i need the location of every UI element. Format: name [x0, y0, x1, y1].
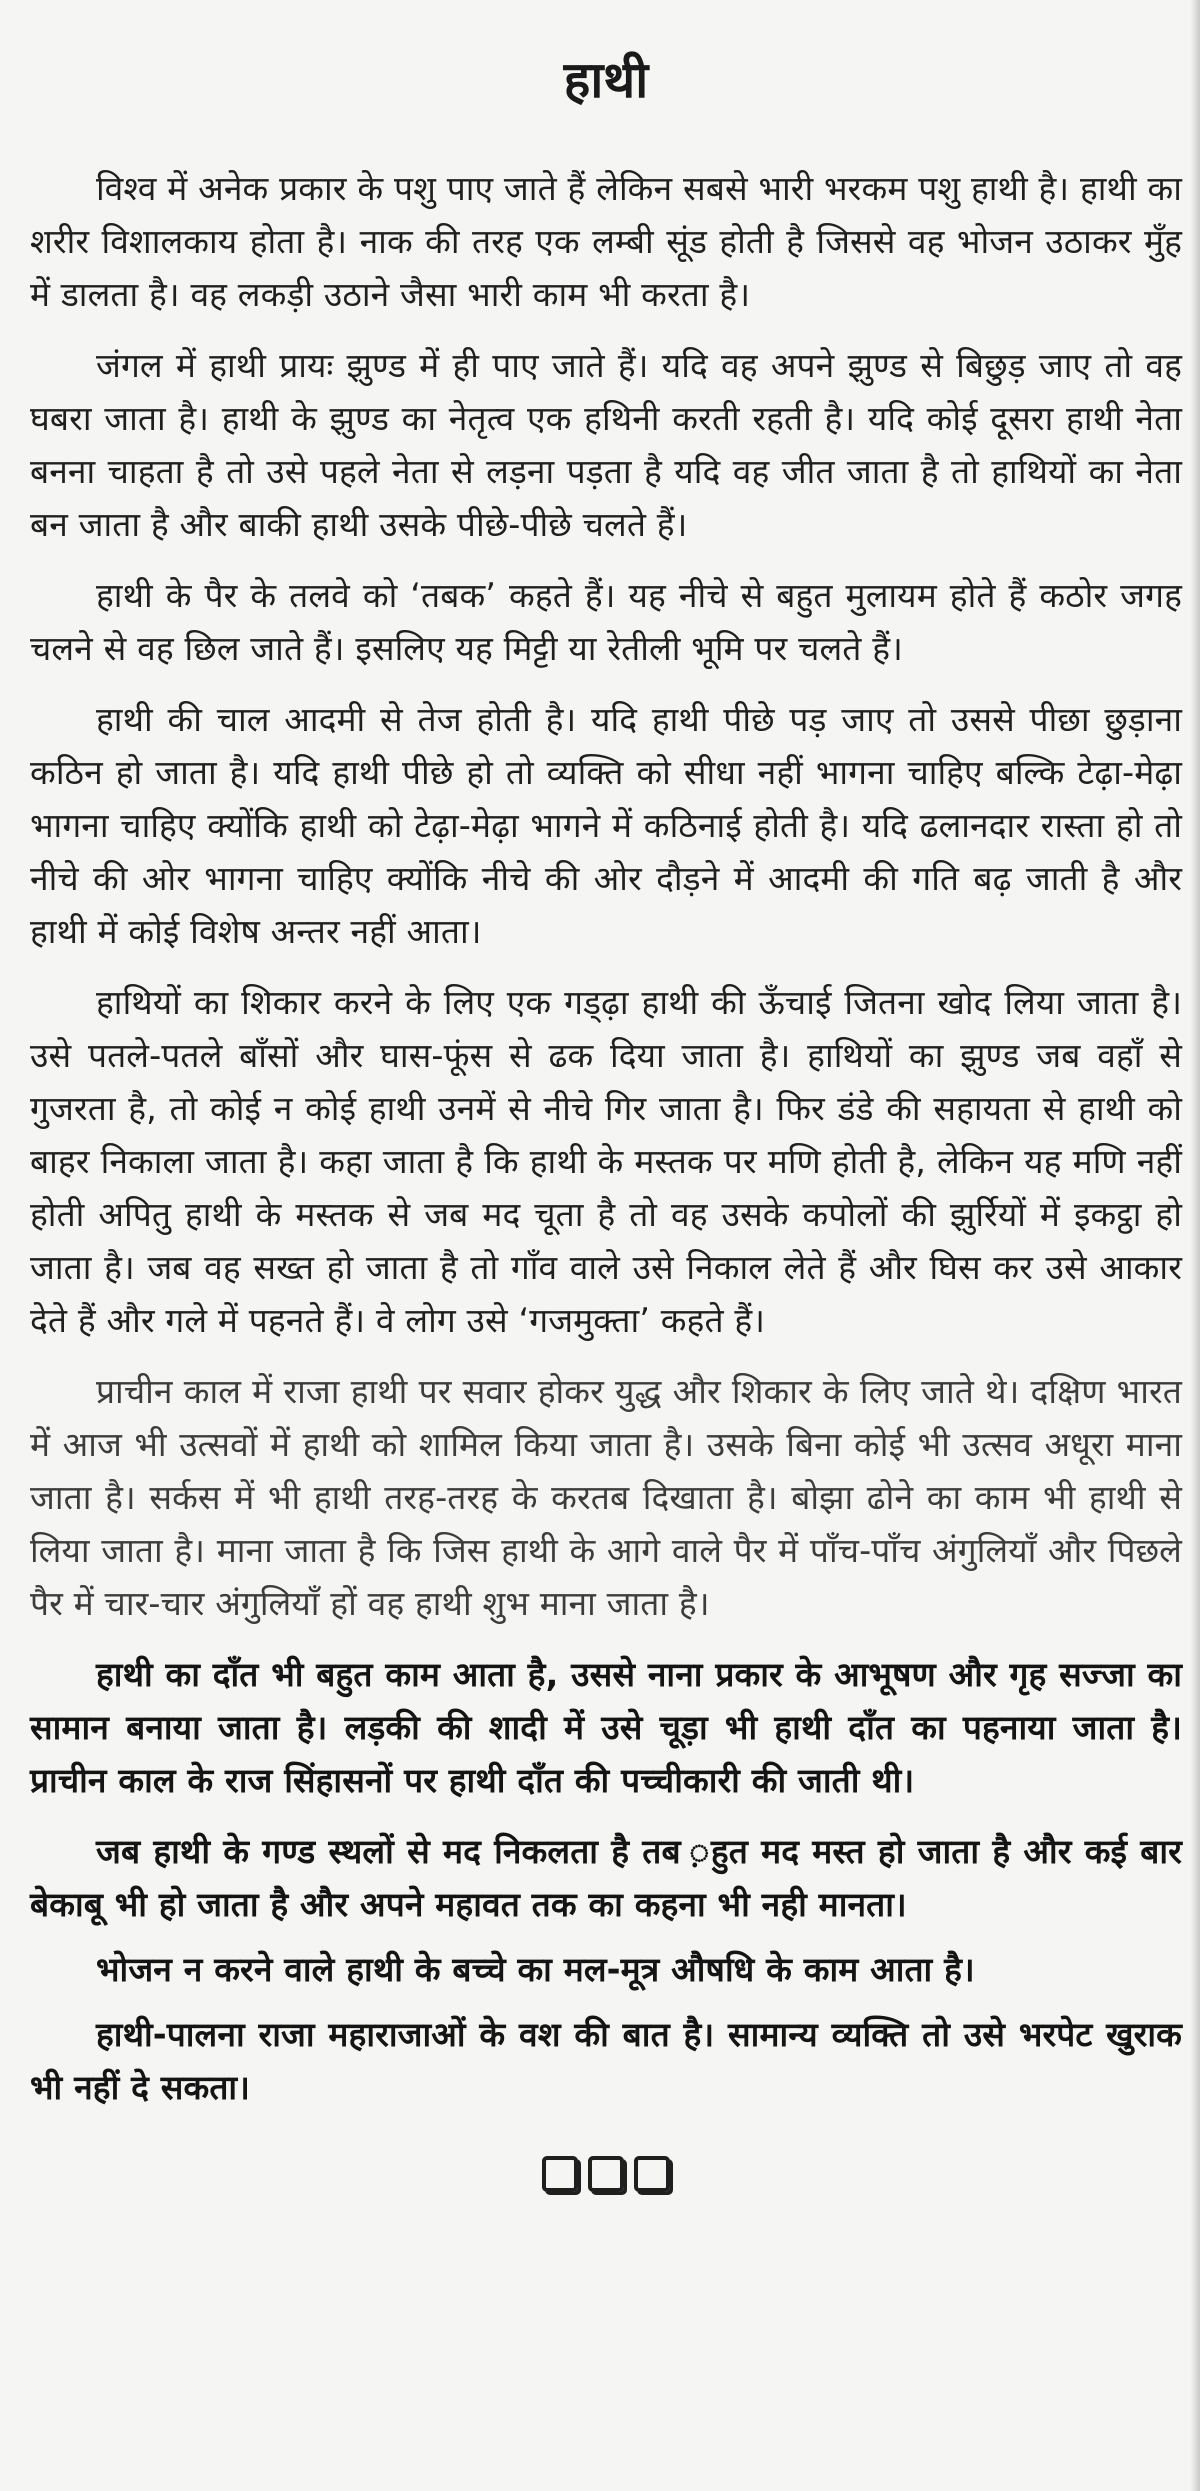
paragraph-6: प्राचीन काल में राजा हाथी पर सवार होकर युद्ध और शिकार के लिए जाते थे। दक्षिण भारत में आज भी उत्सवों में हाथी को शामिल किया जाता है। उसके बिना कोई भी उत्सव अधूरा माना जाता है। सर्कस में भी हाथी तरह-तरह के करतब दिखाता है। बोझा ढोने का काम भी हाथी से लिया जाता है। माना जाता है कि जिस हाथी के आगे वाले पैर में पाँच-पाँच अंगुलियाँ और पिछले पैर में चार-चार अंगुलियाँ हों वह हाथी शुभ माना जाता है।	[30, 1372, 1182, 1623]
paragraph-5: हाथियों का शिकार करने के लिए एक गड्ढ़ा हाथी की ऊँचाई जितना खोद लिया जाता है। उसे पतले-पतले बाँसों और घास-फूंस से ढक दिया जाता है। हाथियों का झुण्ड जब वहाँ से गुजरता है, तो कोई न कोई हाथी उनमें से नीचे गिर जाता है। फिर डंडे की सहायता से हाथी को बाहर निकाला जाता है। कहा जाता है कि हाथी के मस्तक पर मणि होती है, लेकिन यह मणि नहीं होती अपितु हाथी के मस्तक से जब मद चूता है तो वह उसके कपोलों की झुर्रियों में इकट्ठा हो जाता है। जब वह सख्त हो जाता है तो गाँव वाले उसे निकाल लेते हैं और घिस कर उसे आकार देते हैं और गले में पहनते हैं। वे लोग उसे ‘गजमुक्ता’ कहते हैं।	[30, 983, 1182, 1340]
end-mark	[30, 2156, 1182, 2192]
square-box-icon	[542, 2156, 578, 2192]
paragraph-3: हाथी के पैर के तलवे को ‘तबक’ कहते हैं। यह नीचे से बहुत मुलायम होते हैं कठोर जगह चलने से वह छिल जाते हैं। इसलिए यह मिट्टी या रेतीली भूमि पर चलते हैं।	[30, 576, 1182, 668]
paragraph-1: विश्व में अनेक प्रकार के पशु पाए जाते हैं लेकिन सबसे भारी भरकम पशु हाथी है। हाथी का शरीर विशालकाय होता है। नाक की तरह एक लम्बी सूंड होती है जिससे वह भोजन उठाकर मुँह में डालता है। वह लकड़ी उठाने जैसा भारी काम भी करता है।	[30, 169, 1182, 314]
paragraph-8: जब हाथी के गण्ड स्थलों से मद निकलता है तब ़हुत मद मस्त हो जाता है और कई बार बेकाबू भी हो जाता है और अपने महावत तक का कहना भी नही मानता।	[30, 1832, 1182, 1924]
paragraph-9: भोजन न करने वाले हाथी के बच्चे का मल-मूत्र औषधि के काम आता है।	[96, 1950, 975, 1989]
square-box-icon	[588, 2156, 624, 2192]
page-title: हाथी	[563, 51, 649, 109]
paragraph-4: हाथी की चाल आदमी से तेज होती है। यदि हाथी पीछे पड़ जाए तो उससे पीछा छुड़ाना कठिन हो जाता है। यदि हाथी पीछे हो तो व्यक्ति को सीधा नहीं भागना चाहिए बल्कि टेढ़ा-मेढ़ा भागना चाहिए क्योंकि हाथी को टेढ़ा-मेढ़ा भागने में कठिनाई होती है। यदि ढलानदार रास्ता हो तो नीचे की ओर भागना चाहिए क्योंकि नीचे की ओर दौड़ने में आदमी की गति बढ़ जाती है और हाथी में कोई विशेष अन्तर नहीं आता।	[30, 700, 1182, 951]
square-box-icon	[634, 2156, 670, 2192]
paragraph-10: हाथी-पालना राजा महाराजाओं के वश की बात है। सामान्य व्यक्ति तो उसे भरपेट खुराक भी नहीं दे सकता।	[30, 2015, 1182, 2107]
page-edge-shadow	[1190, 0, 1200, 2491]
paragraph-2: जंगल में हाथी प्रायः झुण्ड में ही पाए जाते हैं। यदि वह अपने झुण्ड से बिछुड़ जाए तो वह घबरा जाता है। हाथी के झुण्ड का नेतृत्व एक हथिनी करती रहती है। यदि कोई दूसरा हाथी नेता बनना चाहता है तो उसे पहले नेता से लड़ना पड़ता है यदि वह जीत जाता है तो हाथियों का नेता बन जाता है और बाकी हाथी उसके पीछे-पीछे चलते हैं।	[30, 346, 1182, 544]
paragraph-7: हाथी का दाँत भी बहुत काम आता है, उससे नाना प्रकार के आभूषण और गृह सज्जा का सामान बनाया जाता है। लड़की की शादी में उसे चूड़ा भी हाथी दाँत का पहनाया जाता है। प्राचीन काल के राज सिंहासनों पर हाथी दाँत की पच्चीकारी की जाती थी।	[30, 1655, 1182, 1800]
